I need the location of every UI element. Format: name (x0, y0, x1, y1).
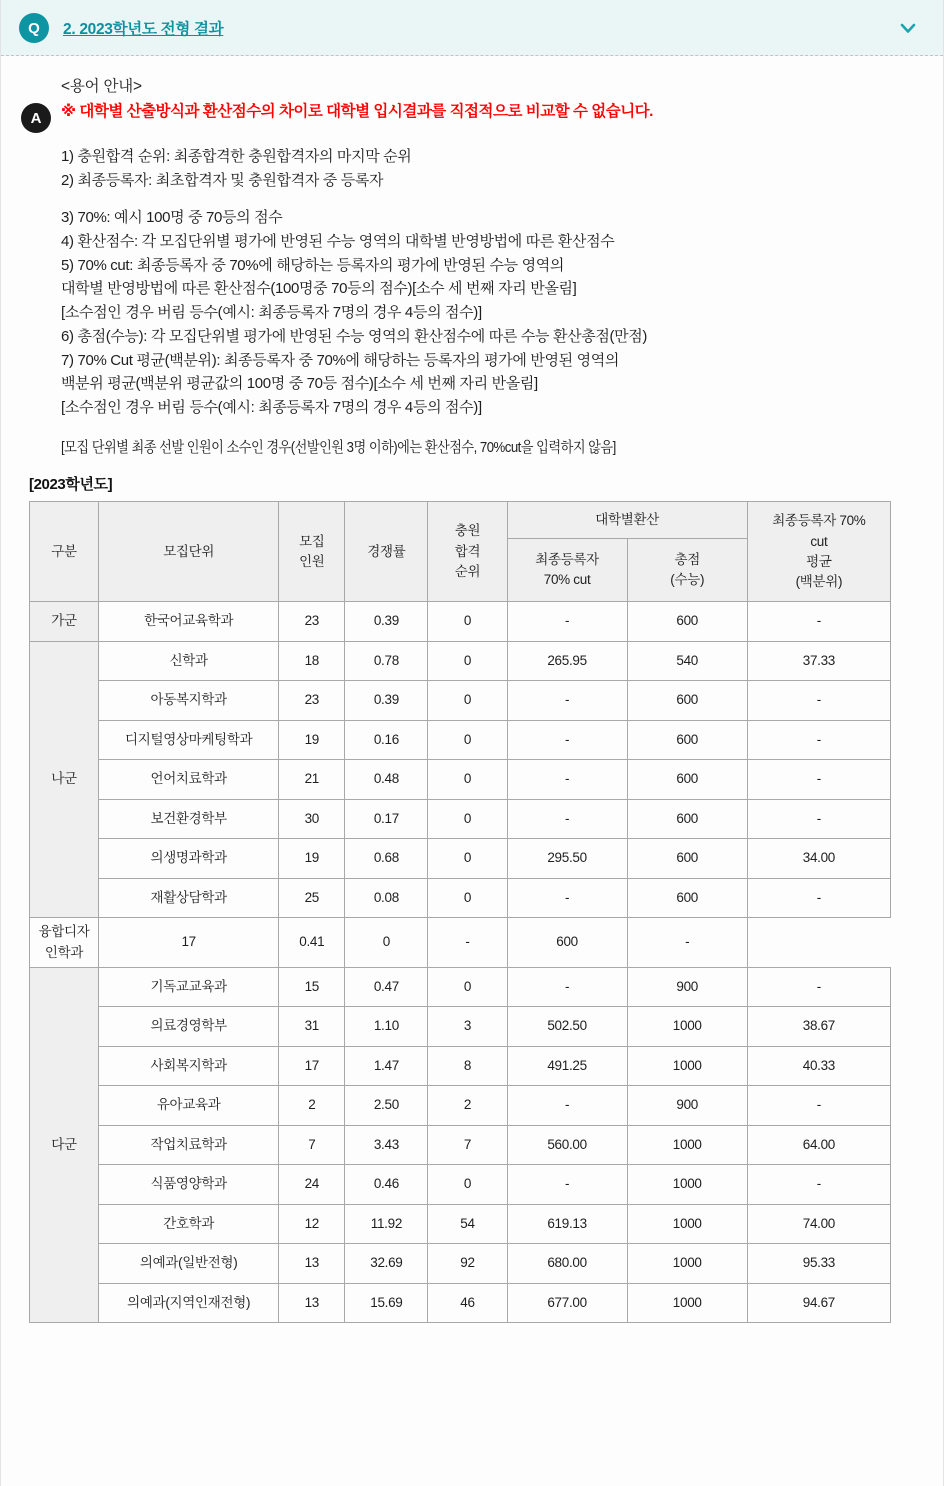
notice-text: ※ 대학별 산출방식과 환산점수의 차이로 대학별 입시결과를 직접적으로 비교할 수 없습니다. (61, 103, 653, 120)
cell-total-score: 600 (627, 878, 747, 918)
cell-reserve-rank: 0 (428, 681, 507, 721)
cell-quota: 19 (279, 839, 345, 879)
cell-ratio: 0.41 (279, 918, 345, 968)
cell-final-cut: 680.00 (507, 1244, 627, 1284)
cell-ratio: 32.69 (345, 1244, 428, 1284)
col-header-gubun: 구분 (30, 502, 99, 602)
cell-final-cut: - (507, 681, 627, 721)
cell-unit-name: 의예과(지역인재전형) (99, 1283, 279, 1323)
cell-total-score: 1000 (627, 1165, 747, 1205)
col-header-rank: 충원 합격 순위 (428, 502, 507, 602)
cell-ratio: 0.16 (345, 720, 428, 760)
cell-quota: 23 (279, 602, 345, 642)
cell-percentile-avg: - (747, 1165, 890, 1205)
cell-ratio: 0.68 (345, 839, 428, 879)
cell-ratio: 1.10 (345, 1007, 428, 1047)
cell-quota: 18 (279, 641, 345, 681)
cell-final-cut: - (507, 1165, 627, 1205)
cell-total-score: 600 (507, 918, 627, 968)
cell-final-cut: 677.00 (507, 1283, 627, 1323)
chevron-down-icon[interactable] (895, 15, 921, 41)
answer-body (1, 56, 943, 1323)
cell-final-cut: 265.95 (507, 641, 627, 681)
cell-quota: 12 (279, 1204, 345, 1244)
table-row (30, 1007, 891, 1047)
cell-quota: 15 (279, 967, 345, 1007)
cell-unit-name: 아동복지학과 (99, 681, 279, 721)
col-header-ratio: 경쟁률 (345, 502, 428, 602)
cell-reserve-rank: 0 (428, 720, 507, 760)
table-row (30, 1125, 891, 1165)
cell-total-score: 900 (627, 967, 747, 1007)
cell-percentile-avg: - (747, 1086, 890, 1126)
cell-total-score: 1000 (627, 1125, 747, 1165)
cell-percentile-avg: - (747, 878, 890, 918)
cell-reserve-rank: 7 (428, 1125, 507, 1165)
cell-final-cut: - (507, 799, 627, 839)
table-row (30, 799, 891, 839)
cell-reserve-rank: 2 (428, 1086, 507, 1126)
cell-ratio: 11.92 (345, 1204, 428, 1244)
cell-total-score: 600 (627, 720, 747, 760)
cell-total-score: 600 (627, 799, 747, 839)
cell-group: 가군 (30, 602, 99, 642)
term-line: 1) 충원합격 순위: 최종합격한 충원합격자의 마지막 순위 (61, 148, 412, 165)
term-line: [소수점인 경우 버림 등수(예시: 최종등록자 7명의 경우 4등의 점수)] (61, 398, 482, 416)
cell-unit-name: 융합디자인학과 (30, 918, 99, 968)
table-row (30, 839, 891, 879)
cell-quota: 19 (279, 720, 345, 760)
table-body (30, 602, 891, 1323)
cell-percentile-avg: 37.33 (747, 641, 890, 681)
table-row (30, 967, 891, 1007)
cell-final-cut: - (507, 602, 627, 642)
cell-quota: 17 (99, 918, 279, 968)
term-line: [소수점인 경우 버림 등수(예시: 최종등록자 7명의 경우 4등의 점수)] (61, 304, 482, 322)
cell-quota: 13 (279, 1244, 345, 1284)
cell-ratio: 1.47 (345, 1046, 428, 1086)
cell-unit-name: 식품영양학과 (99, 1165, 279, 1205)
col-header-quota: 모집 인원 (279, 502, 345, 602)
cell-unit-name: 의예과(일반전형) (99, 1244, 279, 1284)
cell-total-score: 600 (627, 760, 747, 800)
cell-final-cut: - (507, 760, 627, 800)
cell-total-score: 1000 (627, 1244, 747, 1284)
cell-unit-name: 유아교육과 (99, 1086, 279, 1126)
cell-total-score: 600 (627, 602, 747, 642)
cell-quota: 24 (279, 1165, 345, 1205)
cell-percentile-avg: 95.33 (747, 1244, 890, 1284)
term-line: 4) 환산점수: 각 모집단위별 평가에 반영된 수능 영역의 대학별 반영방법에 따른 환산점수 (61, 233, 615, 251)
cell-unit-name: 디지털영상마케팅학과 (99, 720, 279, 760)
term-line: 대학별 반영방법에 따른 환산점수(100명중 70등의 점수)[소수 세 번째 자리 반올림] (61, 280, 577, 298)
table-row (30, 1244, 891, 1284)
cell-percentile-avg: - (747, 602, 890, 642)
terms-list (61, 145, 923, 459)
col-header-unit: 모집단위 (99, 502, 279, 602)
cell-unit-name: 기독교교육과 (99, 967, 279, 1007)
table-row (30, 1046, 891, 1086)
cell-final-cut: 491.25 (507, 1046, 627, 1086)
cell-reserve-rank: 8 (428, 1046, 507, 1086)
col-header-total-score: 총점 (수능) (627, 539, 747, 602)
cell-total-score: 1000 (627, 1283, 747, 1323)
cell-unit-name: 보건환경학부 (99, 799, 279, 839)
cell-final-cut: - (428, 918, 507, 968)
cell-percentile-avg: 94.67 (747, 1283, 890, 1323)
cell-unit-name: 재활상담학과 (99, 878, 279, 918)
cell-reserve-rank: 3 (428, 1007, 507, 1047)
cell-ratio: 0.47 (345, 967, 428, 1007)
question-title-link[interactable]: 2. 2023학년도 전형 결과 (63, 21, 224, 38)
term-line: 3) 70%: 예시 100명 중 70등의 점수 (61, 209, 283, 227)
col-header-final-cut: 최종등록자 70% cut (507, 539, 627, 602)
answer-badge-icon: A (21, 103, 51, 133)
guide-heading: <용어 안내> (61, 78, 142, 95)
cell-reserve-rank: 0 (428, 839, 507, 879)
table-row (30, 720, 891, 760)
question-header[interactable] (1, 0, 943, 56)
cell-reserve-rank: 92 (428, 1244, 507, 1284)
cell-ratio: 0.17 (345, 799, 428, 839)
cell-final-cut: - (507, 967, 627, 1007)
cell-ratio: 0.08 (345, 878, 428, 918)
cell-quota: 30 (279, 799, 345, 839)
cell-ratio: 3.43 (345, 1125, 428, 1165)
col-header-conversion-group: 대학별환산 (507, 502, 747, 539)
spacer (61, 420, 923, 436)
cell-ratio: 15.69 (345, 1283, 428, 1323)
cell-final-cut: 560.00 (507, 1125, 627, 1165)
col-header-percentile-avg: 최종등록자 70% cut 평균 (백분위) (747, 502, 890, 602)
cell-reserve-rank: 0 (345, 918, 428, 968)
table-row (30, 760, 891, 800)
cell-ratio: 2.50 (345, 1086, 428, 1126)
cell-reserve-rank: 0 (428, 641, 507, 681)
cell-reserve-rank: 0 (428, 878, 507, 918)
table-row (30, 918, 891, 968)
cell-final-cut: - (507, 1086, 627, 1126)
cell-group: 다군 (30, 967, 99, 1323)
cell-reserve-rank: 0 (428, 1165, 507, 1205)
cell-percentile-avg: - (747, 760, 890, 800)
cell-quota: 23 (279, 681, 345, 721)
question-badge-icon: Q (19, 13, 49, 43)
cell-ratio: 0.78 (345, 641, 428, 681)
cell-reserve-rank: 0 (428, 799, 507, 839)
cell-reserve-rank: 0 (428, 602, 507, 642)
cell-total-score: 1000 (627, 1046, 747, 1086)
cell-total-score: 540 (627, 641, 747, 681)
cell-quota: 25 (279, 878, 345, 918)
cell-percentile-avg: 40.33 (747, 1046, 890, 1086)
cell-quota: 13 (279, 1283, 345, 1323)
cell-unit-name: 한국어교육학과 (99, 602, 279, 642)
cell-total-score: 1000 (627, 1204, 747, 1244)
cell-reserve-rank: 46 (428, 1283, 507, 1323)
cell-percentile-avg: - (747, 720, 890, 760)
cell-reserve-rank: 54 (428, 1204, 507, 1244)
cell-unit-name: 의료경영학부 (99, 1007, 279, 1047)
table-row (30, 878, 891, 918)
cell-group: 나군 (30, 641, 99, 918)
cell-final-cut: 619.13 (507, 1204, 627, 1244)
cell-quota: 2 (279, 1086, 345, 1126)
cell-percentile-avg: 64.00 (747, 1125, 890, 1165)
cell-quota: 17 (279, 1046, 345, 1086)
cell-percentile-avg: 74.00 (747, 1204, 890, 1244)
term-line: 6) 총점(수능): 각 모집단위별 평가에 반영된 수능 영역의 환산점수에 따른 수능 환산총점(만점) (61, 327, 648, 345)
cell-ratio: 0.46 (345, 1165, 428, 1205)
cell-percentile-avg: 34.00 (747, 839, 890, 879)
cell-unit-name: 작업치료학과 (99, 1125, 279, 1165)
cell-total-score: 900 (627, 1086, 747, 1126)
table-row (30, 681, 891, 721)
cell-quota: 31 (279, 1007, 345, 1047)
cell-percentile-avg: - (747, 681, 890, 721)
cell-reserve-rank: 0 (428, 760, 507, 800)
table-row (30, 602, 891, 642)
cell-final-cut: - (507, 720, 627, 760)
cell-percentile-avg: - (627, 918, 747, 968)
cell-reserve-rank: 0 (428, 967, 507, 1007)
cell-percentile-avg: 38.67 (747, 1007, 890, 1047)
cell-total-score: 600 (627, 839, 747, 879)
cell-quota: 21 (279, 760, 345, 800)
table-row (30, 641, 891, 681)
term-line: 2) 최종등록자: 최초합격자 및 충원합격자 중 등록자 (61, 171, 384, 189)
cell-unit-name: 사회복지학과 (99, 1046, 279, 1086)
answer-notice-row (21, 102, 923, 133)
cell-ratio: 0.39 (345, 602, 428, 642)
term-line: 백분위 평균(백분위 평균값의 100명 중 70등 점수)[소수 세 번째 자리 반올림] (61, 375, 538, 393)
cell-unit-name: 신학과 (99, 641, 279, 681)
cell-total-score: 600 (627, 681, 747, 721)
table-caption: [2023학년도] (29, 476, 113, 494)
admission-result-table (29, 501, 891, 1323)
cell-unit-name: 의생명과학과 (99, 839, 279, 879)
terms-footnote: [모집 단위별 최종 선발 인원이 소수인 경우(선발인원 3명 이하)에는 환산점수, 70%cut을 입력하지 않음] (61, 438, 616, 456)
cell-ratio: 0.39 (345, 681, 428, 721)
cell-percentile-avg: - (747, 967, 890, 1007)
table-row (30, 1283, 891, 1323)
table-header-row-1 (30, 502, 891, 539)
term-line: 5) 70% cut: 최종등록자 중 70%에 해당하는 등록자의 평가에 반영된 수능 영역의 (61, 256, 564, 274)
term-line: 7) 70% Cut 평균(백분위): 최종등록자 중 70%에 해당하는 등록자의 평가에 반영된 영역의 (61, 351, 620, 369)
cell-ratio: 0.48 (345, 760, 428, 800)
cell-final-cut: 295.50 (507, 839, 627, 879)
cell-unit-name: 언어치료학과 (99, 760, 279, 800)
cell-unit-name: 간호학과 (99, 1204, 279, 1244)
table-row (30, 1086, 891, 1126)
cell-final-cut: - (507, 878, 627, 918)
table-row (30, 1204, 891, 1244)
cell-final-cut: 502.50 (507, 1007, 627, 1047)
table-row (30, 1165, 891, 1205)
cell-total-score: 1000 (627, 1007, 747, 1047)
cell-quota: 7 (279, 1125, 345, 1165)
cell-percentile-avg: - (747, 799, 890, 839)
table-head (30, 502, 891, 602)
